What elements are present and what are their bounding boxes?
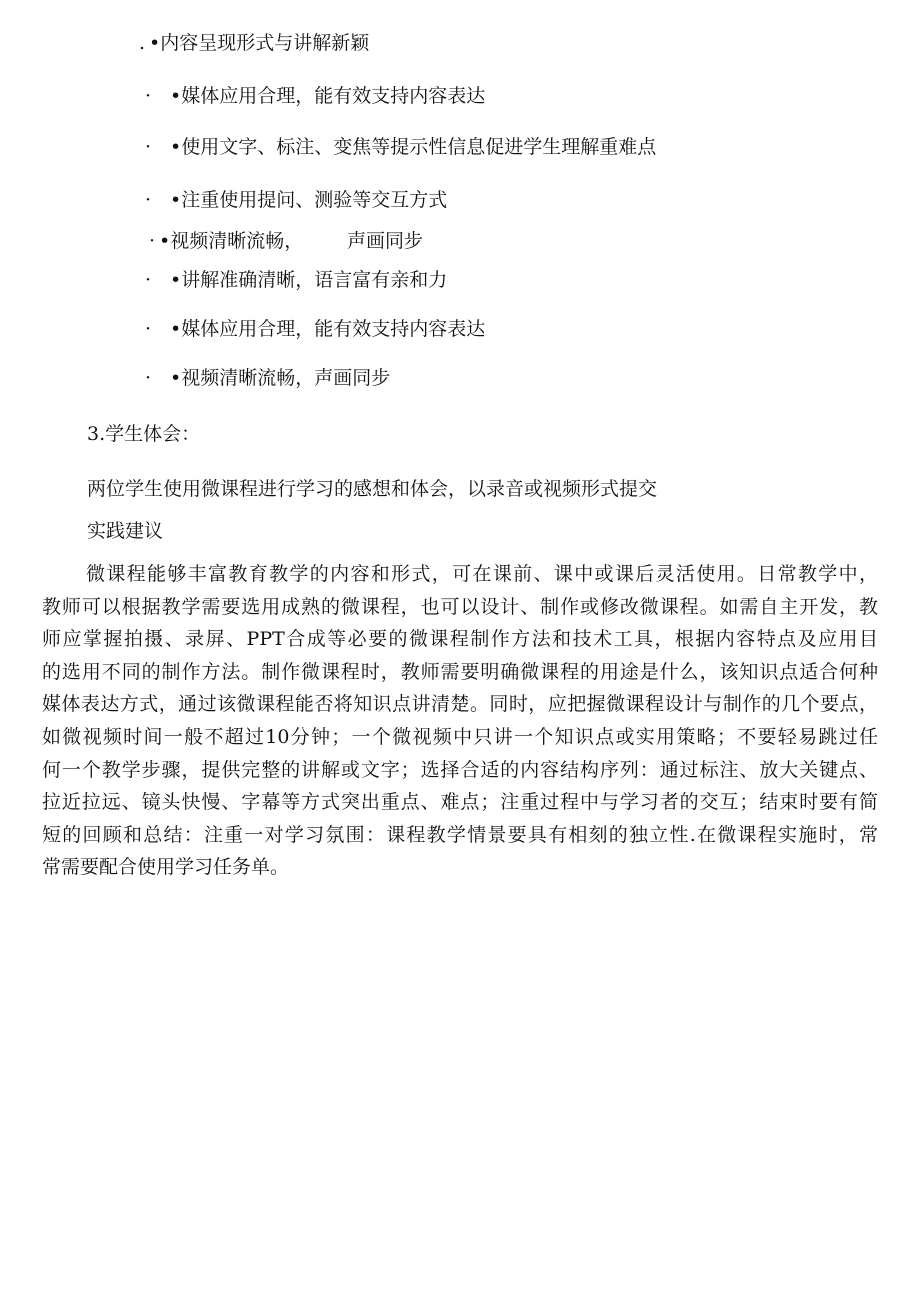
bullet-item: •媒体应用合理，能有效支持内容表达 [170,318,486,340]
bullet-item: •内容呈现形式与讲解新颖 [149,32,370,54]
bullet-item: •视频清晰流畅， [159,230,304,252]
paragraph-line: 微课程能够丰富教育教学的内容和形式，可在课前、课中或课后灵活使用。日常教学中， [86,563,878,585]
bullet-marker: · [145,367,152,389]
paragraph-line: 教师可以根据教学需要选用成熟的微课程，也可以设计、制作或修改微课程。如需自主开发，教 [42,595,878,618]
bullet-item: •媒体应用合理，能有效支持内容表达 [170,85,486,107]
paragraph-line: 拉近拉远、镜头快慢、字幕等方式突出重点、难点；注重过程中与学习者的交互；结束时要有简 [42,791,878,814]
paragraph-line: 的选用不同的制作方法。制作微课程时，教师需要明确微课程的用途是什么，该知识点适合何种 [42,660,878,683]
section-heading: 3.学生体会： [87,423,201,445]
bullet-marker: · [149,230,156,252]
paragraph-line: 何一个教学步骤，提供完整的讲解或文字；选择合适的内容结构序列：通过标注、放大关键点、 [42,758,878,781]
bullet-marker: · [145,136,152,158]
paragraph-line: 媒体表达方式，通过该微课程能否将知识点讲清楚。同时，应把握微课程设计与制作的几个要点， [42,693,878,716]
bullet-item: •注重使用提问、测验等交互方式 [170,189,448,211]
bullet-marker: · [145,189,152,211]
bullet-item: •视频清晰流畅，声画同步 [170,367,391,389]
bullet-marker: · [145,85,152,107]
bullet-item: •使用文字、标注、变焦等提示性信息促进学生理解重难点 [170,136,657,158]
paragraph-line: 如微视频时间一般不超过10分钟；一个微视频中只讲一个知识点或实用策略；不要轻易跳过任 [42,725,878,748]
bullet-marker: . [139,32,146,54]
practice-heading: 实践建议 [87,520,164,542]
paragraph-line: 短的回顾和总结：注重一对学习氛围：课程教学情景要具有相刻的独立性.在微课程实施时，常 [42,823,878,846]
bullet-marker: · [145,318,152,340]
practice-paragraph [42,558,878,884]
bullet-item-continuation: 声画同步 [347,230,424,252]
bullet-item: •讲解准确清晰，语言富有亲和力 [170,269,448,291]
paragraph-line: 师应掌握拍摄、录屏、PPT合成等必要的微课程制作方法和技术工具，根据内容特点及应用目 [42,628,878,651]
bullet-marker: · [145,269,152,291]
paragraph-line: 常需要配合使用学习任务单。 [42,856,290,879]
section-body: 两位学生使用微课程进行学习的感想和体会，以录音或视频形式提交 [87,478,658,500]
